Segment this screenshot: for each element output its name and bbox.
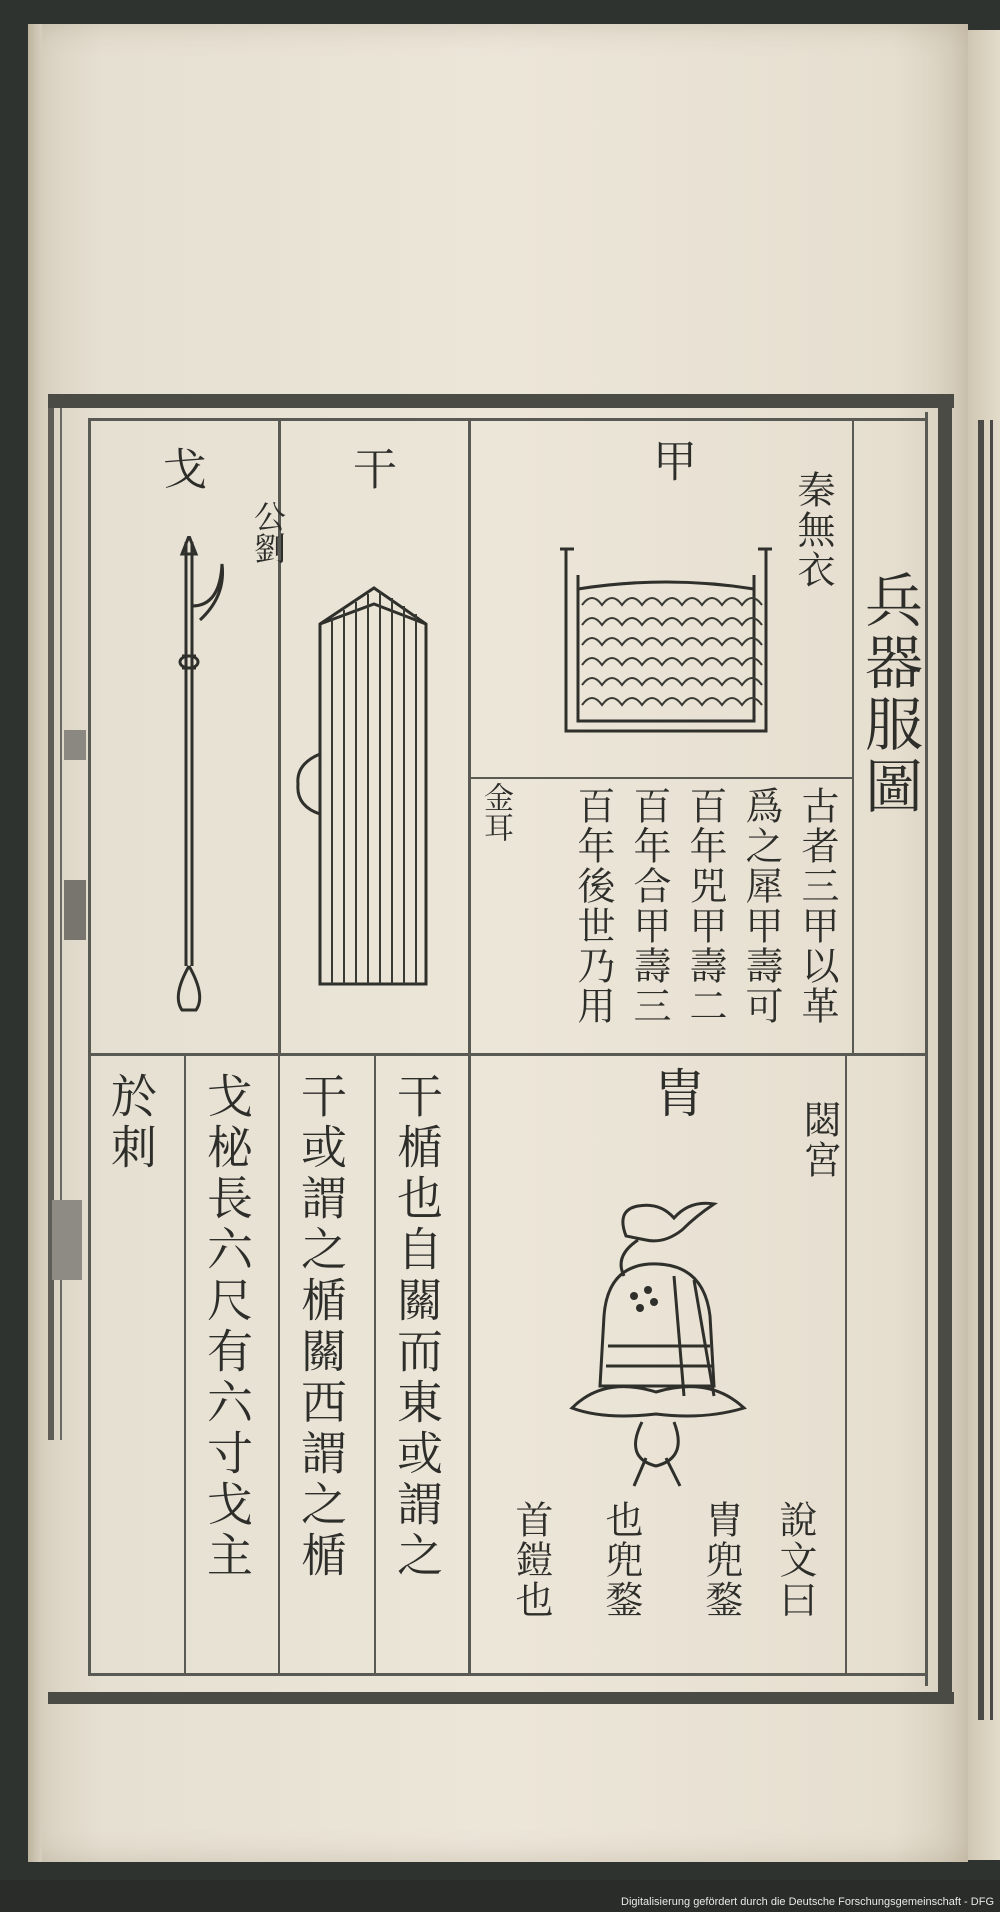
gan-source: 公劉 <box>249 500 287 564</box>
jia-label: 甲 <box>645 438 696 482</box>
helmet-illustration <box>564 1196 754 1496</box>
zhou-note-column: 說文曰 <box>773 1500 817 1620</box>
jia-note-column: 百年兕甲壽二 <box>683 786 727 1026</box>
main-text-column: 干楯也自關而東或謂之 <box>390 1072 444 1582</box>
shield-illustration <box>292 584 432 990</box>
zhou-note-column: 胄兜鍪 <box>699 1500 743 1620</box>
next-page-edge <box>968 30 1000 1860</box>
zhou-note-column: 也兜鍪 <box>599 1500 643 1620</box>
credit-text: Digitalisierung gefördert durch die Deutsche Forschungsgemeinschaft - DFG <box>621 1896 994 1908</box>
jia-note-column: 百年合甲壽三 <box>627 786 671 1026</box>
gan-label: 干 <box>345 446 396 490</box>
jia-note-column: 百年後世乃用 <box>571 786 615 1026</box>
main-text-column: 干或謂之楯關西謂之楯 <box>294 1072 348 1582</box>
zhou-label: 胄 <box>644 1066 704 1118</box>
ge-label: 戈 <box>155 446 206 490</box>
jia-side-note: 金耳 <box>478 782 513 842</box>
main-text-column: 於刺 <box>104 1072 158 1174</box>
halberd-illustration <box>160 536 240 1016</box>
main-text-column: 戈柲長六尺有六寸戈主 <box>200 1072 254 1582</box>
jia-note-column: 爲之犀甲壽可 <box>739 786 783 1026</box>
armour-illustration <box>560 545 772 735</box>
left-margin-strip <box>34 400 86 1440</box>
zhou-source: 閟宮 <box>797 1100 841 1180</box>
zhou-note-column: 首鎧也 <box>509 1500 553 1620</box>
jia-note-column: 古者三甲以革 <box>795 786 839 1026</box>
jia-source: 秦無衣 <box>791 470 835 590</box>
page-title: 兵器服圖 <box>855 570 923 818</box>
